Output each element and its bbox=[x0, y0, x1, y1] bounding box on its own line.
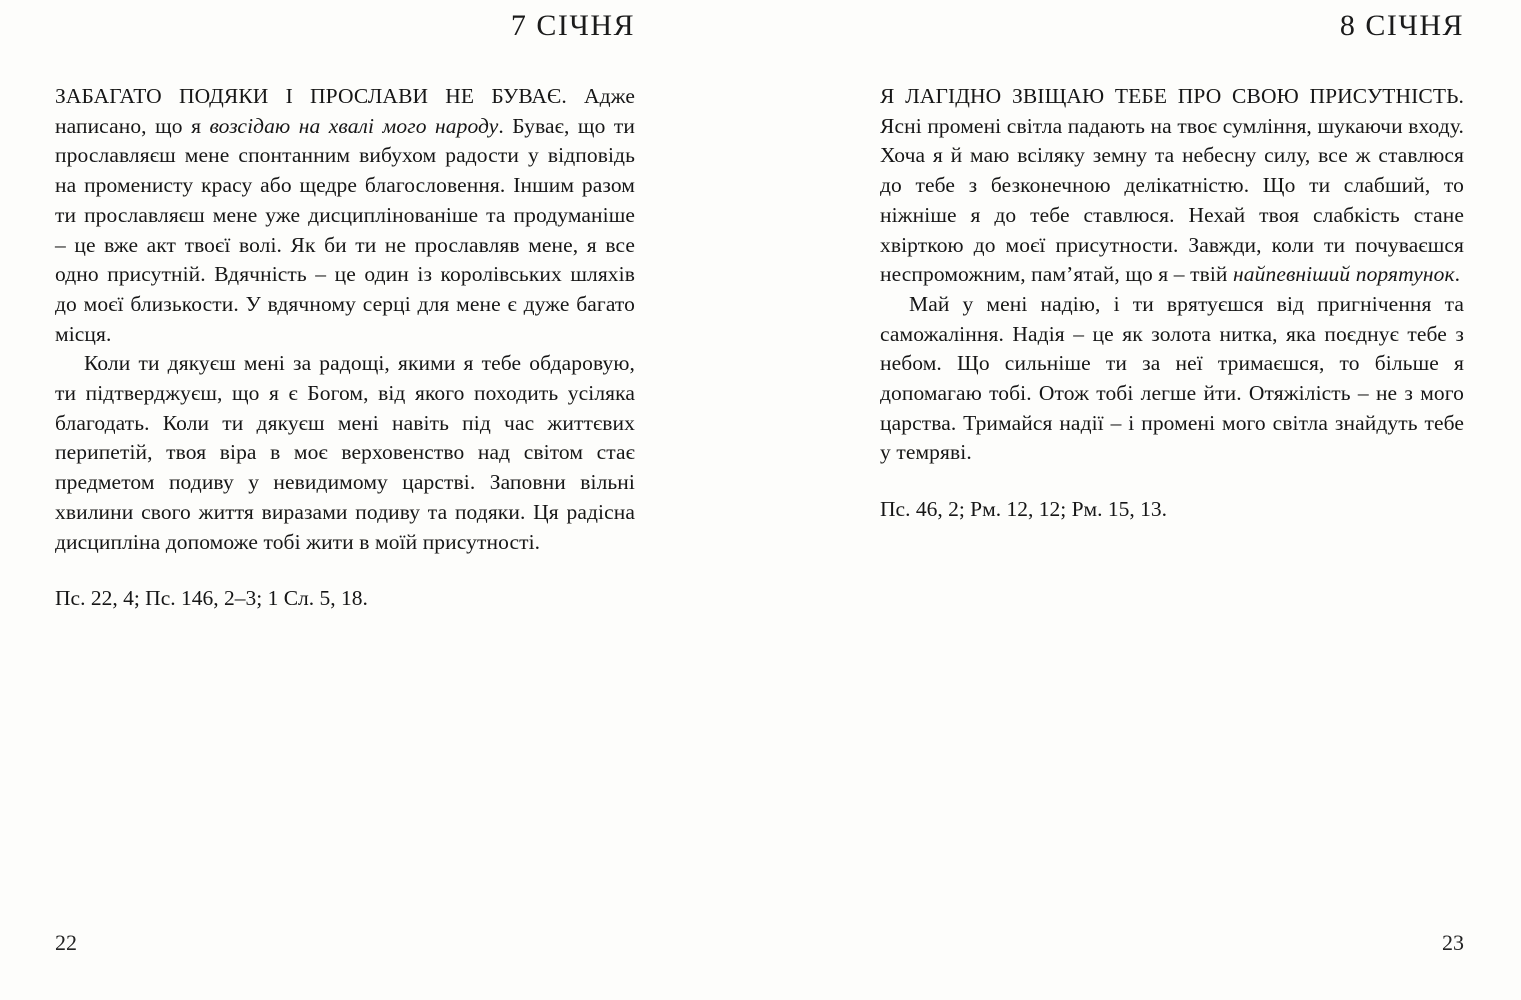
left-scripture-reference: Пс. 22, 4; Пс. 146, 2–3; 1 Сл. 5, 18. bbox=[55, 586, 368, 611]
left-paragraph-1 bbox=[55, 82, 635, 349]
right-body-text bbox=[880, 82, 1464, 525]
left-date-heading: 7 СІЧНЯ bbox=[510, 9, 635, 42]
right-page-number: 23 bbox=[1442, 930, 1464, 955]
right-opening-caps: Я ЛАГІДНО ЗВІЩАЮ ТЕБЕ ПРО СВОЮ ПРИСУТНІСТЬ. bbox=[880, 84, 1464, 108]
left-paragraph-2: Коли ти дякуєш мені за радощі, якими я тебе обдаровую, ти підтверджуєш, що я є Богом, від якого походить усіляка благодать. Коли ти дякуєш мені навіть під час життєвих перипетій, твоя віра в моє верховенство над світом стає предметом подиву у невидимому царстві. Заповни вільні хвилини свого життя виразами подиву та подяки. Ця радісна дисципліна допоможе тобі жити в моїй присутності. bbox=[55, 351, 635, 554]
left-italic-phrase: возсідаю на хвалі мого народу bbox=[209, 113, 499, 138]
left-body-text bbox=[55, 82, 635, 614]
right-page-header bbox=[880, 9, 1464, 43]
right-paragraph-1 bbox=[880, 82, 1464, 290]
left-page bbox=[55, 0, 635, 1000]
right-paragraph-2: Май у мені надію, і ти врятуєшся від пригнічення та саможаління. Надія – це як золота нитка, яка поєднує тебе з небом. Що сильніше ти за неї тримаєшся, то більше я допомагаю тобі. Отож тобі легше йти. Отяжілість – не з мого царства. Тримайся надії – і промені мого світла знайдуть тебе у темряві. bbox=[880, 291, 1464, 465]
right-date-heading: 8 СІЧНЯ bbox=[1339, 9, 1464, 42]
left-paragraph-1-text-a: Адже написано, що я bbox=[55, 84, 635, 138]
right-italic-phrase: найпевніший порятунок bbox=[1233, 262, 1455, 287]
left-page-header bbox=[55, 9, 635, 43]
right-page bbox=[880, 0, 1464, 1000]
left-page-number: 22 bbox=[55, 930, 77, 955]
right-scripture-reference: Пс. 46, 2; Рм. 12, 12; Рм. 15, 13. bbox=[880, 497, 1168, 522]
right-paragraph-1-text-b: . bbox=[1454, 262, 1461, 287]
right-paragraph-1-text-a: Ясні промені світла падають на твоє сумління, шукаючи входу. Хоча я й маю всіляку земну та небесну силу, все ж ставлюся до тебе з безконечною делікатністю. Що ти слабший, то ніжніше я до тебе ставлюся. Нехай твоя слабкість стане хвірткою до моєї присутности. Завжди, коли ти почуваєшся неспроможним, пам’ятай, що я – твій bbox=[880, 113, 1464, 287]
left-opening-caps: ЗАБАГАТО ПОДЯКИ І ПРОСЛАВИ НЕ БУВАЄ. bbox=[55, 84, 567, 108]
left-paragraph-1-text-b: . Буває, що ти прославляєш мене спонтанним вибухом радости у відповідь на променисту красу або щедре благословення. Іншим разом ти прославляєш мене уже дисциплінованіше та продуманіше – це вже акт твоєї волі. Як би ти не прославляв мене, я все одно присутній. Вдячність – це один із королівських шляхів до моєї близькости. У вдячному серці для мене є дуже багато місця. bbox=[55, 113, 635, 346]
